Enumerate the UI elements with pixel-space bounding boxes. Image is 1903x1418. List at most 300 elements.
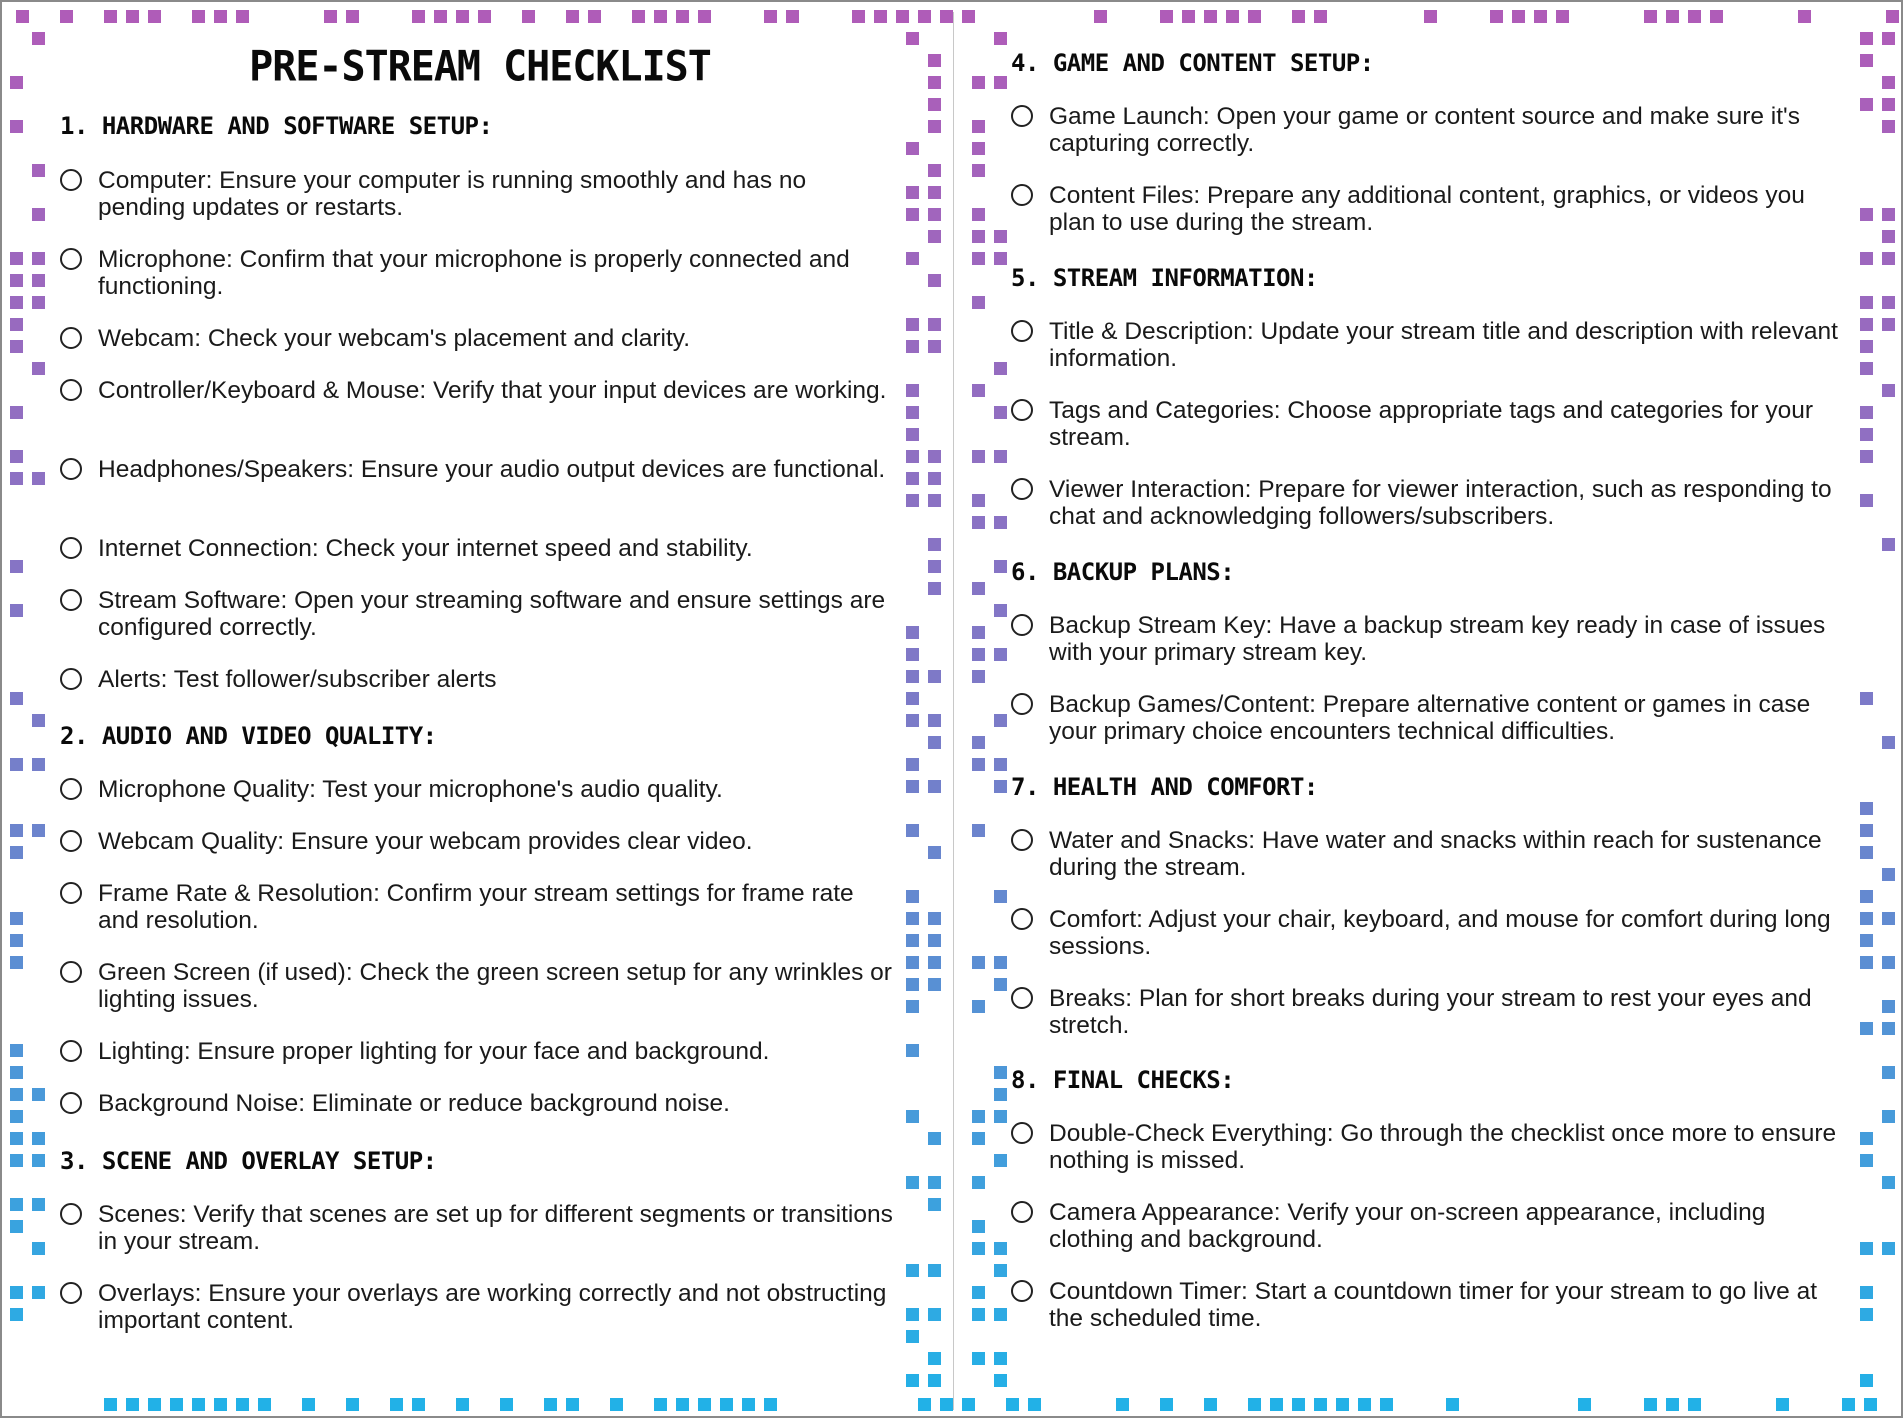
item-text: Webcam: Check your webcam's placement and clarity. <box>98 325 691 352</box>
pixel-square <box>994 362 1007 375</box>
pixel-square <box>10 450 23 463</box>
pixel-square <box>1882 1022 1895 1035</box>
pixel-square <box>994 406 1007 419</box>
pixel-square <box>302 1398 315 1411</box>
pixel-square <box>522 10 535 23</box>
pixel-square <box>1860 802 1873 815</box>
checklist-item <box>1011 612 1853 666</box>
pixel-square <box>962 1398 975 1411</box>
pixel-square <box>1882 76 1895 89</box>
pixel-square <box>1860 494 1873 507</box>
checkbox-circle[interactable] <box>60 668 82 690</box>
pixel-square <box>1882 318 1895 331</box>
pixel-square <box>104 10 117 23</box>
pixel-square <box>994 1154 1007 1167</box>
pixel-square <box>412 1398 425 1411</box>
checkbox-circle[interactable] <box>1011 1280 1033 1302</box>
item-text: Microphone Quality: Test your microphone's audio quality. <box>98 776 723 803</box>
checkbox-circle[interactable] <box>1011 987 1033 1009</box>
pixel-square <box>10 824 23 837</box>
pixel-square <box>346 10 359 23</box>
section-heading: 7. HEALTH AND COMFORT: <box>1011 773 1318 801</box>
item-text: Microphone: Confirm that your microphone is properly connected and functioning. <box>98 246 850 300</box>
checklist-item <box>60 828 900 855</box>
pixel-square <box>928 1198 941 1211</box>
pixel-square <box>1644 10 1657 23</box>
pixel-square <box>972 670 985 683</box>
pixel-square <box>972 208 985 221</box>
pixel-square <box>928 450 941 463</box>
pixel-square <box>32 252 45 265</box>
pixel-square <box>1882 384 1895 397</box>
pixel-square <box>972 1000 985 1013</box>
pixel-square <box>906 1110 919 1123</box>
pixel-square <box>972 494 985 507</box>
pixel-square <box>928 538 941 551</box>
item-text: Scenes: Verify that scenes are set up for different segments or transitions in your stream. <box>98 1201 893 1255</box>
pixel-square <box>1094 10 1107 23</box>
checklist-item <box>60 880 900 934</box>
section-heading: 4. GAME AND CONTENT SETUP: <box>1011 49 1374 77</box>
pixel-square <box>1882 1066 1895 1079</box>
pixel-square <box>10 1198 23 1211</box>
pixel-square <box>994 956 1007 969</box>
pixel-square <box>972 1220 985 1233</box>
checkbox-circle[interactable] <box>1011 614 1033 636</box>
pixel-square <box>1688 1398 1701 1411</box>
pixel-square <box>10 120 23 133</box>
pixel-square <box>994 1308 1007 1321</box>
pixel-square <box>1860 98 1873 111</box>
pixel-square <box>32 472 45 485</box>
pixel-square <box>32 758 45 771</box>
pixel-square <box>994 516 1007 529</box>
pixel-square <box>972 164 985 177</box>
pixel-square <box>972 296 985 309</box>
pixel-square <box>906 1330 919 1343</box>
pixel-square <box>10 76 23 89</box>
pixel-square <box>1512 10 1525 23</box>
pixel-square <box>1882 1000 1895 1013</box>
item-text: Game Launch: Open your game or content source and make sure it's capturing correctly. <box>1049 103 1800 157</box>
pixel-square <box>906 1264 919 1277</box>
pixel-square <box>906 1308 919 1321</box>
checkbox-circle[interactable] <box>1011 1122 1033 1144</box>
pixel-square <box>654 10 667 23</box>
checkbox-circle[interactable] <box>60 169 82 191</box>
pixel-square <box>32 1088 45 1101</box>
pixel-square <box>10 912 23 925</box>
pixel-square <box>940 1398 953 1411</box>
pixel-square <box>994 1264 1007 1277</box>
pixel-square <box>972 120 985 133</box>
pixel-square <box>972 736 985 749</box>
pixel-square <box>786 10 799 23</box>
checklist-item <box>1011 1199 1853 1253</box>
pixel-square <box>928 230 941 243</box>
pixel-square <box>32 362 45 375</box>
pixel-square <box>906 142 919 155</box>
checklist-item <box>60 167 900 221</box>
pixel-square <box>1882 1176 1895 1189</box>
pixel-square <box>10 692 23 705</box>
pixel-square <box>1710 10 1723 23</box>
checklist-item <box>1011 1120 1853 1174</box>
pixel-square <box>588 10 601 23</box>
pixel-square <box>192 1398 205 1411</box>
pixel-square <box>928 560 941 573</box>
pixel-square <box>928 934 941 947</box>
pixel-square <box>928 54 941 67</box>
pixel-square <box>1860 296 1873 309</box>
pixel-square <box>994 714 1007 727</box>
pixel-square <box>994 758 1007 771</box>
pixel-square <box>874 10 887 23</box>
pixel-square <box>720 1398 733 1411</box>
checkbox-circle[interactable] <box>60 1203 82 1225</box>
pixel-square <box>928 318 941 331</box>
checkbox-circle[interactable] <box>1011 399 1033 421</box>
pixel-square <box>1446 1398 1459 1411</box>
pixel-square <box>906 670 919 683</box>
pixel-square <box>906 32 919 45</box>
page-title: PRE-STREAM CHECKLIST <box>249 42 711 92</box>
pixel-square <box>1860 428 1873 441</box>
pixel-square <box>10 296 23 309</box>
pixel-square <box>928 1352 941 1365</box>
pixel-square <box>390 1398 403 1411</box>
checklist-item <box>60 587 900 641</box>
pixel-square <box>1860 1154 1873 1167</box>
pixel-square <box>676 10 689 23</box>
pixel-square <box>566 1398 579 1411</box>
pixel-square <box>906 934 919 947</box>
pixel-square <box>972 758 985 771</box>
pixel-square <box>1314 10 1327 23</box>
checkbox-circle[interactable] <box>1011 829 1033 851</box>
pixel-square <box>500 1398 513 1411</box>
pixel-square <box>214 1398 227 1411</box>
column-divider <box>953 12 954 1410</box>
pixel-square <box>1860 824 1873 837</box>
pixel-square <box>1860 692 1873 705</box>
pixel-square <box>940 10 953 23</box>
pixel-square <box>632 10 645 23</box>
pixel-square <box>1226 10 1239 23</box>
pixel-square <box>60 10 73 23</box>
pixel-square <box>1882 230 1895 243</box>
pixel-square <box>906 340 919 353</box>
item-text: Double-Check Everything: Go through the checklist once more to ensure nothing is missed. <box>1049 1120 1837 1174</box>
pixel-square <box>906 318 919 331</box>
pixel-square <box>1248 1398 1261 1411</box>
pixel-square <box>972 516 985 529</box>
pixel-square <box>258 1398 271 1411</box>
pixel-square <box>1292 1398 1305 1411</box>
pixel-square <box>972 1286 985 1299</box>
pixel-square <box>478 10 491 23</box>
pixel-square <box>994 978 1007 991</box>
checklist-item <box>1011 906 1853 960</box>
pixel-square <box>928 1374 941 1387</box>
checklist-item <box>60 1201 900 1255</box>
pixel-square <box>928 846 941 859</box>
pixel-square <box>906 252 919 265</box>
pixel-square <box>654 1398 667 1411</box>
pixel-square <box>10 604 23 617</box>
pixel-square <box>906 912 919 925</box>
pixel-square <box>324 10 337 23</box>
pixel-square <box>928 670 941 683</box>
pixel-square <box>1860 934 1873 947</box>
pixel-square <box>10 956 23 969</box>
pixel-square <box>1882 296 1895 309</box>
pixel-square <box>10 318 23 331</box>
pixel-square <box>1860 1242 1873 1255</box>
pixel-square <box>994 450 1007 463</box>
pixel-square <box>1886 10 1899 23</box>
pixel-square <box>32 32 45 45</box>
pixel-square <box>1860 1132 1873 1145</box>
item-text: Breaks: Plan for short breaks during your stream to rest your eyes and stretch. <box>1049 985 1812 1039</box>
pixel-square <box>906 714 919 727</box>
item-text: Alerts: Test follower/subscriber alerts <box>98 666 497 693</box>
pixel-square <box>10 1088 23 1101</box>
pixel-square <box>1688 10 1701 23</box>
item-text: Backup Stream Key: Have a backup stream key ready in case of issues with your primary stream key. <box>1049 612 1826 666</box>
checkbox-circle[interactable] <box>60 589 82 611</box>
checklist-item <box>60 325 900 352</box>
pixel-square <box>906 1374 919 1387</box>
checklist-item <box>60 535 900 562</box>
checklist-item <box>1011 476 1853 530</box>
pixel-square <box>972 1176 985 1189</box>
pixel-square <box>148 10 161 23</box>
section-heading: 8. FINAL CHECKS: <box>1011 1066 1235 1094</box>
pixel-square <box>906 1000 919 1013</box>
pixel-square <box>412 10 425 23</box>
pixel-square <box>852 10 865 23</box>
checkbox-circle[interactable] <box>1011 478 1033 500</box>
pixel-square <box>1160 10 1173 23</box>
checkbox-circle[interactable] <box>60 537 82 559</box>
checkbox-circle[interactable] <box>60 248 82 270</box>
checkbox-circle[interactable] <box>1011 693 1033 715</box>
pixel-square <box>906 824 919 837</box>
checklist-item <box>1011 318 1853 372</box>
pixel-square <box>126 10 139 23</box>
pixel-square <box>1776 1398 1789 1411</box>
pixel-square <box>10 472 23 485</box>
pixel-square <box>928 1176 941 1189</box>
checkbox-circle[interactable] <box>60 327 82 349</box>
pixel-square <box>972 252 985 265</box>
item-text: Webcam Quality: Ensure your webcam provides clear video. <box>98 828 753 855</box>
pixel-square <box>698 1398 711 1411</box>
pixel-square <box>928 340 941 353</box>
pixel-square <box>764 1398 777 1411</box>
pixel-square <box>928 912 941 925</box>
pixel-square <box>32 164 45 177</box>
pixel-square <box>994 780 1007 793</box>
pixel-square <box>906 1044 919 1057</box>
pixel-square <box>1248 10 1261 23</box>
pixel-square <box>906 428 919 441</box>
checklist-item <box>60 377 900 404</box>
pixel-square <box>1860 32 1873 45</box>
checklist-item <box>1011 985 1853 1039</box>
pixel-square <box>32 208 45 221</box>
checkbox-circle[interactable] <box>60 961 82 983</box>
pixel-square <box>32 274 45 287</box>
pixel-square <box>126 1398 139 1411</box>
item-text: Headphones/Speakers: Ensure your audio output devices are functional. <box>98 456 886 483</box>
pixel-square <box>10 340 23 353</box>
item-text: Comfort: Adjust your chair, keyboard, and mouse for comfort during long sessions. <box>1049 906 1831 960</box>
pixel-square <box>1116 1398 1129 1411</box>
pixel-square <box>972 230 985 243</box>
item-text: Computer: Ensure your computer is running smoothly and has no pending updates or restarts. <box>98 167 807 221</box>
pixel-square <box>928 1264 941 1277</box>
pixel-square <box>1358 1398 1371 1411</box>
pixel-square <box>994 648 1007 661</box>
pixel-square <box>1578 1398 1591 1411</box>
pixel-square <box>1882 252 1895 265</box>
checkbox-circle[interactable] <box>60 1040 82 1062</box>
pixel-square <box>1882 736 1895 749</box>
checklist-item <box>1011 103 1853 157</box>
checkbox-circle[interactable] <box>60 458 82 480</box>
pixel-square <box>972 384 985 397</box>
pixel-square <box>764 10 777 23</box>
pixel-square <box>896 10 909 23</box>
checkbox-circle[interactable] <box>60 778 82 800</box>
pixel-square <box>10 758 23 771</box>
pixel-square <box>104 1398 117 1411</box>
pixel-square <box>434 10 447 23</box>
pixel-square <box>1556 10 1569 23</box>
section-heading: 5. STREAM INFORMATION: <box>1011 264 1318 292</box>
pixel-square <box>742 1398 755 1411</box>
pixel-square <box>1860 318 1873 331</box>
item-text: Water and Snacks: Have water and snacks within reach for sustenance during the stream. <box>1049 827 1822 881</box>
pixel-square <box>32 714 45 727</box>
pixel-square <box>1860 890 1873 903</box>
pixel-square <box>928 978 941 991</box>
pixel-square <box>928 494 941 507</box>
pixel-square <box>1842 1398 1855 1411</box>
pixel-square <box>236 10 249 23</box>
section-heading: 1. HARDWARE AND SOFTWARE SETUP: <box>60 112 493 140</box>
pixel-square <box>192 10 205 23</box>
pixel-square <box>928 472 941 485</box>
pixel-square <box>928 1132 941 1145</box>
pixel-square <box>1270 1398 1283 1411</box>
checkbox-circle[interactable] <box>1011 320 1033 342</box>
pixel-square <box>346 1398 359 1411</box>
pixel-square <box>1204 10 1217 23</box>
pixel-square <box>1882 32 1895 45</box>
pixel-square <box>10 406 23 419</box>
pixel-square <box>1860 1022 1873 1035</box>
pixel-square <box>1864 1398 1877 1411</box>
pixel-square <box>994 252 1007 265</box>
checklist-item <box>60 1038 900 1065</box>
checklist-item <box>60 776 900 803</box>
pixel-square <box>994 32 1007 45</box>
checkbox-circle[interactable] <box>1011 184 1033 206</box>
pixel-square <box>972 76 985 89</box>
pixel-square <box>972 142 985 155</box>
pixel-square <box>1860 846 1873 859</box>
pixel-square <box>1882 98 1895 111</box>
pixel-square <box>1860 54 1873 67</box>
pixel-square <box>1380 1398 1393 1411</box>
checklist-item <box>60 456 900 483</box>
checkbox-circle[interactable] <box>60 1282 82 1304</box>
pixel-square <box>1666 1398 1679 1411</box>
pixel-square <box>928 120 941 133</box>
checklist-item <box>60 1090 900 1117</box>
pixel-square <box>214 10 227 23</box>
item-text: Camera Appearance: Verify your on-screen appearance, including clothing and background. <box>1049 1199 1766 1253</box>
checkbox-circle[interactable] <box>1011 105 1033 127</box>
pixel-square <box>1798 10 1811 23</box>
pixel-square <box>972 1352 985 1365</box>
pixel-square <box>32 1198 45 1211</box>
pixel-square <box>928 274 941 287</box>
checkbox-circle[interactable] <box>60 379 82 401</box>
pixel-square <box>1182 10 1195 23</box>
pixel-square <box>906 956 919 969</box>
pixel-square <box>928 582 941 595</box>
item-text: Tags and Categories: Choose appropriate tags and categories for your stream. <box>1049 397 1814 451</box>
pixel-square <box>918 10 931 23</box>
pixel-square <box>10 846 23 859</box>
checkbox-circle[interactable] <box>60 882 82 904</box>
pixel-square <box>1860 1374 1873 1387</box>
pixel-square <box>1534 10 1547 23</box>
pixel-square <box>32 296 45 309</box>
pixel-square <box>1860 208 1873 221</box>
pixel-square <box>1882 208 1895 221</box>
pixel-square <box>1860 406 1873 419</box>
pixel-square <box>1860 1286 1873 1299</box>
section-heading: 3. SCENE AND OVERLAY SETUP: <box>60 1147 437 1175</box>
pixel-square <box>1882 538 1895 551</box>
pixel-square <box>1860 912 1873 925</box>
checklist-item <box>1011 182 1853 236</box>
pixel-square <box>928 956 941 969</box>
pixel-square <box>1860 450 1873 463</box>
pixel-square <box>10 934 23 947</box>
pixel-square <box>994 1088 1007 1101</box>
checklist-item <box>60 959 900 1013</box>
pixel-square <box>906 626 919 639</box>
checkbox-circle[interactable] <box>1011 1201 1033 1223</box>
pixel-square <box>906 978 919 991</box>
checkbox-circle[interactable] <box>1011 908 1033 930</box>
checkbox-circle[interactable] <box>60 830 82 852</box>
pixel-square <box>698 10 711 23</box>
pixel-square <box>32 1154 45 1167</box>
pixel-square <box>10 1220 23 1233</box>
checkbox-circle[interactable] <box>60 1092 82 1114</box>
pixel-square <box>1882 868 1895 881</box>
item-text: Internet Connection: Check your internet speed and stability. <box>98 535 753 562</box>
item-text: Lighting: Ensure proper lighting for your face and background. <box>98 1038 770 1065</box>
pixel-square <box>972 1308 985 1321</box>
